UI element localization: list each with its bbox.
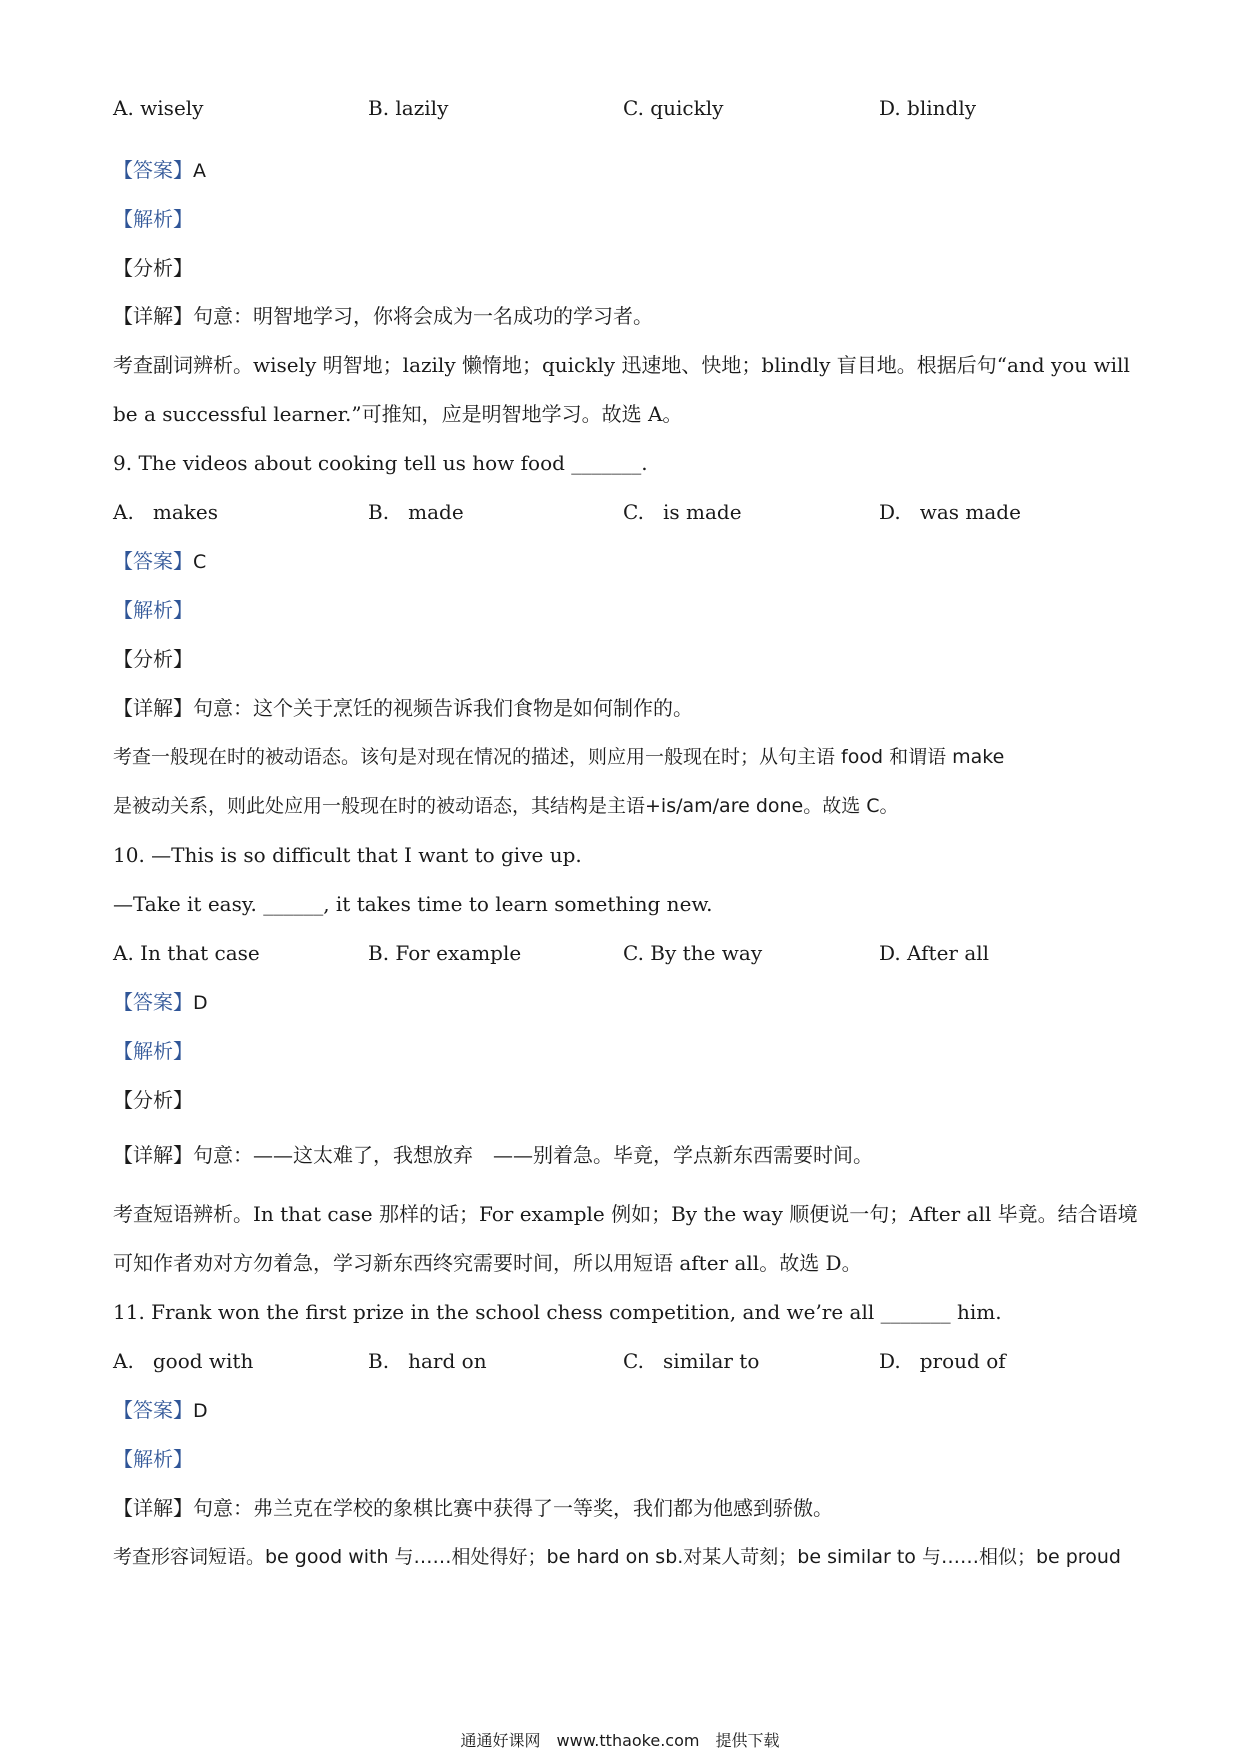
q10-option-c: C. By the way — [623, 941, 763, 965]
q9-answer-line — [113, 547, 206, 576]
q9-explain-line-1: 考查一般现在时的被动语态。该句是对现在情况的描述，则应用一般现在时；从句主语 food 和谓语 make — [113, 746, 1005, 768]
q8-detail-line — [113, 302, 653, 330]
q8-option-d: D. blindly — [879, 96, 977, 120]
q9-explain-line-2: 是被动关系，则此处应用一般现在时的被动语态，其结构是主语+is/am/are done。故选 C。 — [113, 795, 899, 817]
q11-option-b: B. hard on — [368, 1349, 487, 1373]
q9-detail-line — [113, 694, 693, 722]
detail-text: 句意：——这太难了，我想放弃 ——别着急。毕竟，学点新东西需要时间。 — [193, 1143, 873, 1167]
q8-explain-line-1: 考查副词辨析。wisely 明智地；lazily 懒惰地；quickly 迅速地、快地；blindly 盲目地。根据后句“and you will — [113, 353, 1130, 377]
q11-option-d: D. proud of — [879, 1349, 1006, 1373]
detail-label: 【详解】 — [113, 1496, 193, 1520]
fenxi-label: 【分析】 — [113, 1088, 193, 1112]
q10-question-line-2: —Take it easy. ______, it takes time to learn something new. — [113, 892, 713, 916]
q11-answer-line — [113, 1396, 208, 1425]
q11-option-c: C. similar to — [623, 1349, 760, 1373]
q11-analysis-label — [113, 1445, 193, 1473]
q9-analysis-label — [113, 596, 193, 624]
detail-label: 【详解】 — [113, 304, 193, 328]
answer-label: 【答案】 — [113, 549, 193, 573]
q8-answer-line — [113, 156, 206, 185]
q10-option-d: D. After all — [879, 941, 990, 965]
q8-explain-line-2: be a successful learner.”可推知，应是明智地学习。故选 A。 — [113, 402, 683, 426]
q11-option-a: A. good with — [113, 1349, 254, 1373]
fenxi-label: 【分析】 — [113, 647, 193, 671]
analysis-label: 【解析】 — [113, 598, 193, 622]
q8-option-c: C. quickly — [623, 96, 724, 120]
answer-label: 【答案】 — [113, 1398, 193, 1422]
q11-question: 11. Frank won the first prize in the school chess competition, and we’re all _______ him. — [113, 1300, 1002, 1324]
q10-explain-line-1: 考查短语辨析。In that case 那样的话；For example 例如；By the way 顺便说一句；After all 毕竟。结合语境 — [113, 1202, 1138, 1226]
answer-value: D — [193, 992, 208, 1014]
detail-text: 句意：明智地学习，你将会成为一名成功的学习者。 — [193, 304, 653, 328]
q9-fenxi-label — [113, 645, 193, 673]
q10-detail-line — [113, 1141, 873, 1169]
q8-option-a: A. wisely — [113, 96, 204, 120]
detail-label: 【详解】 — [113, 696, 193, 720]
q10-analysis-label — [113, 1037, 193, 1065]
q9-option-d: D. was made — [879, 500, 1021, 524]
detail-text: 句意：弗兰克在学校的象棋比赛中获得了一等奖，我们都为他感到骄傲。 — [193, 1496, 833, 1520]
analysis-label: 【解析】 — [113, 1447, 193, 1471]
q8-fenxi-label — [113, 254, 193, 282]
analysis-label: 【解析】 — [113, 207, 193, 231]
fenxi-label: 【分析】 — [113, 256, 193, 280]
q10-explain-line-2: 可知作者劝对方勿着急，学习新东西终究需要时间，所以用短语 after all。故选 D。 — [113, 1251, 862, 1275]
q10-answer-line — [113, 988, 208, 1017]
q10-option-a: A. In that case — [113, 941, 260, 965]
detail-text: 句意：这个关于烹饪的视频告诉我们食物是如何制作的。 — [193, 696, 693, 720]
analysis-label: 【解析】 — [113, 1039, 193, 1063]
q10-question-line-1: 10. —This is so difficult that I want to give up. — [113, 843, 582, 867]
q8-analysis-label — [113, 205, 193, 233]
q10-fenxi-label — [113, 1086, 193, 1114]
q11-detail-line — [113, 1494, 833, 1522]
q9-option-a: A. makes — [113, 500, 218, 524]
q9-option-c: C. is made — [623, 500, 742, 524]
answer-label: 【答案】 — [113, 990, 193, 1014]
answer-value: D — [193, 1400, 208, 1422]
q10-option-b: B. For example — [368, 941, 522, 965]
answer-label: 【答案】 — [113, 158, 193, 182]
answer-value: A — [193, 160, 206, 182]
detail-label: 【详解】 — [113, 1143, 193, 1167]
q9-question: 9. The videos about cooking tell us how food _______. — [113, 451, 648, 475]
q9-option-b: B. made — [368, 500, 464, 524]
q8-option-b: B. lazily — [368, 96, 449, 120]
page-footer: 通通好课网 www.tthaoke.com 提供下载 — [460, 1731, 780, 1750]
q11-explain-line-1: 考查形容词短语。be good with 与……相处得好；be hard on sb.对某人苛刻；be similar to 与……相似；be proud — [113, 1546, 1121, 1568]
answer-value: C — [193, 551, 207, 573]
